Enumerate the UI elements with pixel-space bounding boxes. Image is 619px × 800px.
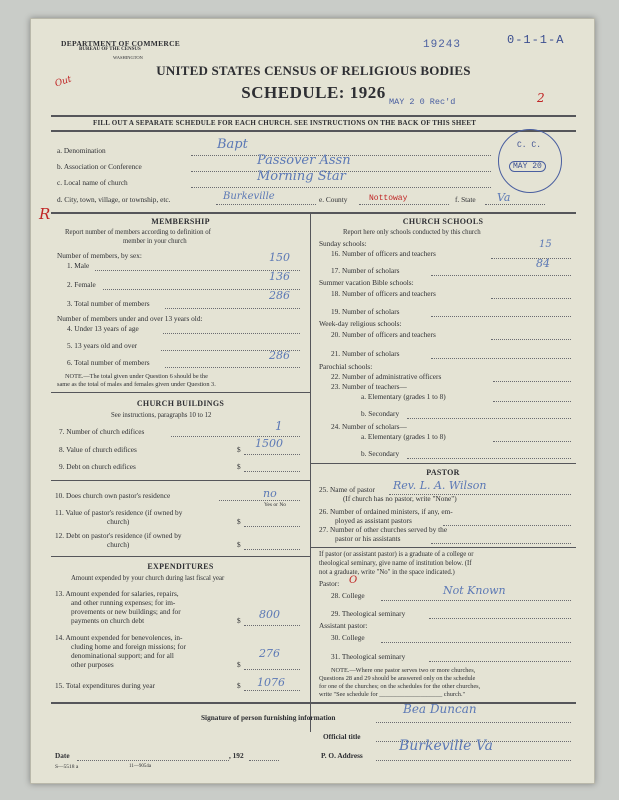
q15-value: 1076 — [257, 676, 285, 689]
q17-label: 17. Number of scholars — [331, 266, 400, 275]
denomination-value: Bapt — [217, 137, 248, 152]
year-line — [249, 760, 279, 761]
q30-label: 30. College — [331, 633, 365, 642]
q4-label: 4. Under 13 years of age — [67, 324, 139, 333]
q29-label: 29. Theological seminary — [331, 609, 406, 618]
q27-label-1: 27. Number of other churches served by the — [319, 525, 448, 534]
bureau-heading: BUREAU OF THE CENSUS — [79, 47, 141, 52]
weekday-heading: Week-day religious schools: — [319, 319, 402, 328]
association-value: Passover Assn — [257, 153, 351, 168]
county-label: e. County — [319, 195, 348, 204]
membership-note-2: same as the total of males and females given under Question 3. — [57, 381, 216, 388]
date-label: Date — [55, 751, 70, 760]
buildings-sub: See instructions, paragraphs 10 to 12 — [111, 412, 212, 419]
instructions-rule — [51, 130, 576, 132]
date-year: , 192 — [229, 751, 244, 760]
q30-line — [381, 642, 571, 643]
instructions-line: FILL OUT A SEPARATE SCHEDULE FOR EACH CHURCH. SEE INSTRUCTIONS ON THE BACK OF THIS SHEET — [93, 119, 477, 127]
q11-dollar: $ — [237, 517, 241, 526]
buildings-rule — [51, 556, 310, 557]
parochial-heading: Parochial schools: — [319, 362, 373, 371]
q2-value: 136 — [269, 270, 290, 283]
q28-label: 28. College — [331, 591, 365, 600]
q12-label-2: church) — [107, 540, 130, 549]
q7-value: 1 — [275, 419, 283, 433]
q13-dollar: $ — [237, 616, 241, 625]
q14-label-1: 14. Amount expended for benevolences, in- — [55, 633, 183, 642]
q12-line — [244, 549, 300, 550]
q23-label: 23. Number of teachers— — [331, 382, 407, 391]
graduate-note-2: theological seminary, give name of institution below. (If — [319, 560, 472, 567]
cc-stamp-date: MAY 20 — [509, 161, 546, 172]
by-sex-heading: Number of members, by sex: — [57, 251, 142, 260]
q18-label: 18. Number of officers and teachers — [331, 289, 436, 298]
q25-label: 25. Name of pastor — [319, 485, 375, 494]
q17-value: 84 — [536, 257, 550, 270]
pastor-red-mark: O — [349, 575, 358, 586]
q8-label: 8. Value of church edifices — [59, 445, 137, 454]
q3-value: 286 — [269, 289, 290, 302]
cc-stamp-text: C. C. — [517, 141, 542, 150]
q22-line — [493, 381, 571, 382]
schools-sub: Report here only schools conducted by this church — [343, 229, 481, 236]
city-heading: WASHINGTON — [113, 55, 143, 60]
q15-label: 15. Total expenditures during year — [55, 681, 156, 690]
q22-label: 22. Number of administrative officers — [331, 372, 442, 381]
print-number: 11—9054a — [129, 764, 152, 769]
membership-note-1: NOTE.—The total given under Question 6 should be the — [65, 373, 208, 380]
q15-line — [244, 690, 300, 691]
department-heading: DEPARTMENT OF COMMERCE — [61, 39, 181, 48]
q19-label: 19. Number of scholars — [331, 307, 400, 316]
q14-label-3: denominational support; and for all — [71, 651, 174, 660]
county-value: Nottoway — [369, 194, 408, 203]
q31-line — [429, 661, 571, 662]
q9-label: 9. Debt on church edifices — [59, 462, 136, 471]
q28-line — [381, 600, 571, 601]
q29-line — [429, 618, 571, 619]
q3-line — [165, 308, 300, 309]
q28-value: Not Known — [443, 584, 506, 597]
po-address-line — [376, 760, 571, 761]
q20-label: 20. Number of officers and teachers — [331, 330, 436, 339]
margin-note: Out — [53, 74, 73, 90]
q16-label: 16. Number of officers and teachers — [331, 249, 436, 258]
local-name-value: Morning Star — [257, 169, 346, 184]
graduate-note-1: If pastor (or assistant pastor) is a graduate of a college or — [319, 551, 474, 558]
pastor-title: PASTOR — [426, 468, 460, 477]
title-rule — [51, 115, 576, 117]
q16-value: 15 — [539, 239, 552, 250]
q26-label-2: ployed as assistant pastors — [335, 516, 412, 525]
expenditures-title: EXPENDITURES — [147, 562, 214, 571]
city-label: d. City, town, village, or township, etc. — [57, 195, 171, 204]
q13-line — [244, 625, 300, 626]
local-name-line — [191, 187, 491, 188]
q18-line — [491, 298, 571, 299]
graduate-note-3: not a graduate, write "No" in the space indicated.) — [319, 569, 455, 576]
q11-label-1: 11. Value of pastor's residence (if owned by — [55, 508, 183, 517]
q5-label: 5. 13 years old and over — [67, 341, 138, 350]
document-title: UNITED STATES CENSUS OF RELIGIOUS BODIES — [156, 63, 471, 78]
signature-value: Bea Duncan — [403, 702, 477, 716]
q23b-label: b. Secondary — [361, 409, 400, 418]
q10-line — [219, 500, 300, 501]
q23b-line — [407, 418, 571, 419]
q21-label: 21. Number of scholars — [331, 349, 400, 358]
q24b-label: b. Secondary — [361, 449, 400, 458]
po-address-label: P. O. Address — [321, 751, 363, 760]
q13-label-4: payments on church debt — [71, 616, 145, 625]
q13-label-3: provements or new buildings; and for — [71, 607, 181, 616]
yes-no-hint: Yes or No — [264, 502, 287, 508]
q4-line — [163, 333, 300, 334]
q9-dollar: $ — [237, 462, 241, 471]
q16-line — [491, 258, 571, 259]
q6-value: 286 — [269, 349, 290, 362]
q10-label: 10. Does church own pastor's residence — [55, 491, 171, 500]
city-line — [216, 204, 316, 205]
membership-sub-1: Report number of members according to definition of — [65, 229, 211, 236]
county-line — [359, 204, 449, 205]
age-heading: Number of members under and over 13 years old: — [57, 314, 203, 323]
schedule-title: SCHEDULE: 1926 — [241, 83, 386, 102]
q27-line — [431, 543, 571, 544]
state-line — [485, 204, 545, 205]
local-name-label: c. Local name of church — [57, 178, 128, 187]
q23a-line — [493, 401, 571, 402]
q14-line — [244, 669, 300, 670]
official-title-label: Official title — [323, 732, 361, 741]
q8-dollar: $ — [237, 445, 241, 454]
q14-label-4: other purposes — [71, 660, 114, 669]
q1-label: 1. Male — [67, 261, 90, 270]
membership-title: MEMBERSHIP — [151, 217, 210, 226]
q12-dollar: $ — [237, 540, 241, 549]
stamp-number: 19243 — [423, 39, 462, 51]
q24b-line — [407, 458, 571, 459]
form-number: S—5518 a — [55, 764, 79, 770]
q26-line — [443, 525, 571, 526]
q14-dollar: $ — [237, 660, 241, 669]
membership-rule — [51, 392, 310, 393]
q6-line — [165, 367, 300, 368]
q11-line — [244, 526, 300, 527]
q2-label: 2. Female — [67, 280, 96, 289]
footer-rule — [51, 702, 576, 704]
q14-value: 276 — [259, 647, 280, 660]
schools-title: CHURCH SCHOOLS — [402, 217, 484, 226]
state-value: Va — [497, 191, 511, 204]
denomination-label: a. Denomination — [57, 146, 106, 155]
association-label: b. Association or Conference — [57, 162, 142, 171]
city-value: Burkeville — [223, 191, 275, 202]
sunday-heading: Sunday schools: — [319, 239, 367, 248]
q25-note: (If church has no pastor, write "None") — [343, 494, 457, 503]
q20-line — [491, 339, 571, 340]
q9-line — [244, 471, 300, 472]
pastor-note-3: for one of the churches; on the schedules for the other churches, — [319, 683, 481, 690]
q24-label: 24. Number of scholars— — [331, 422, 407, 431]
red-mark: 2 — [537, 91, 545, 105]
pastor-subheading: Pastor: — [319, 579, 340, 588]
census-schedule-sheet — [30, 18, 595, 784]
pastor-note-4: write "See schedule for ____________________ church." — [319, 691, 466, 698]
summer-heading: Summer vacation Bible schools: — [319, 278, 414, 287]
q15-dollar: $ — [237, 681, 241, 690]
q25-value: Rev. L. A. Wilson — [393, 479, 487, 492]
q6-label: 6. Total number of members — [67, 358, 150, 367]
buildings-title: CHURCH BUILDINGS — [136, 399, 225, 408]
q13-label-2: and other running expenses; for im- — [71, 598, 176, 607]
buildings-mid-rule — [51, 480, 310, 481]
q23a-label: a. Elementary (grades 1 to 8) — [361, 392, 446, 401]
assistant-subheading: Assistant pastor: — [319, 621, 368, 630]
q7-label: 7. Number of church edifices — [59, 427, 145, 436]
expenditures-sub: Amount expended by your church during last fiscal year — [71, 575, 225, 582]
schools-rule — [310, 463, 576, 464]
q3-label: 3. Total number of members — [67, 299, 150, 308]
q13-value: 800 — [259, 608, 280, 621]
received-stamp: MAY 2 0 Rec'd — [389, 97, 456, 107]
q8-value: 1500 — [255, 437, 283, 450]
state-label: f. State — [455, 195, 476, 204]
date-line — [77, 760, 229, 761]
q11-label-2: church) — [107, 517, 130, 526]
q10-value: no — [263, 487, 277, 500]
signature-line — [376, 722, 571, 723]
q24a-label: a. Elementary (grades 1 to 8) — [361, 432, 446, 441]
q19-line — [431, 316, 571, 317]
q8-line — [244, 454, 300, 455]
q24a-line — [493, 441, 571, 442]
file-code: 0-1-1-A — [507, 33, 565, 47]
q31-label: 31. Theological seminary — [331, 652, 406, 661]
r-mark: R — [39, 205, 51, 223]
q21-line — [431, 358, 571, 359]
po-address-value: Burkeville Va — [399, 738, 494, 754]
signature-label: Signature of person furnishing information — [201, 713, 336, 722]
q27-label-2: pastor or his assistants — [335, 534, 401, 543]
q26-label-1: 26. Number of ordained ministers, if any, em- — [319, 507, 453, 516]
q1-value: 150 — [269, 251, 290, 264]
pastor-note-1: NOTE.—Where one pastor serves two or more churches, — [331, 667, 476, 674]
identity-rule — [51, 212, 576, 214]
q17-line — [431, 275, 571, 276]
membership-sub-2: member in your church — [123, 238, 187, 245]
q12-label-1: 12. Debt on pastor's residence (if owned by — [55, 531, 182, 540]
q14-label-2: cluding home and foreign missions; for — [71, 642, 186, 651]
q13-label-1: 13. Amount expended for salaries, repairs, — [55, 589, 179, 598]
pastor-rule — [310, 547, 576, 548]
pastor-note-2: Questions 28 and 29 should be answered only on the schedule — [319, 675, 476, 682]
